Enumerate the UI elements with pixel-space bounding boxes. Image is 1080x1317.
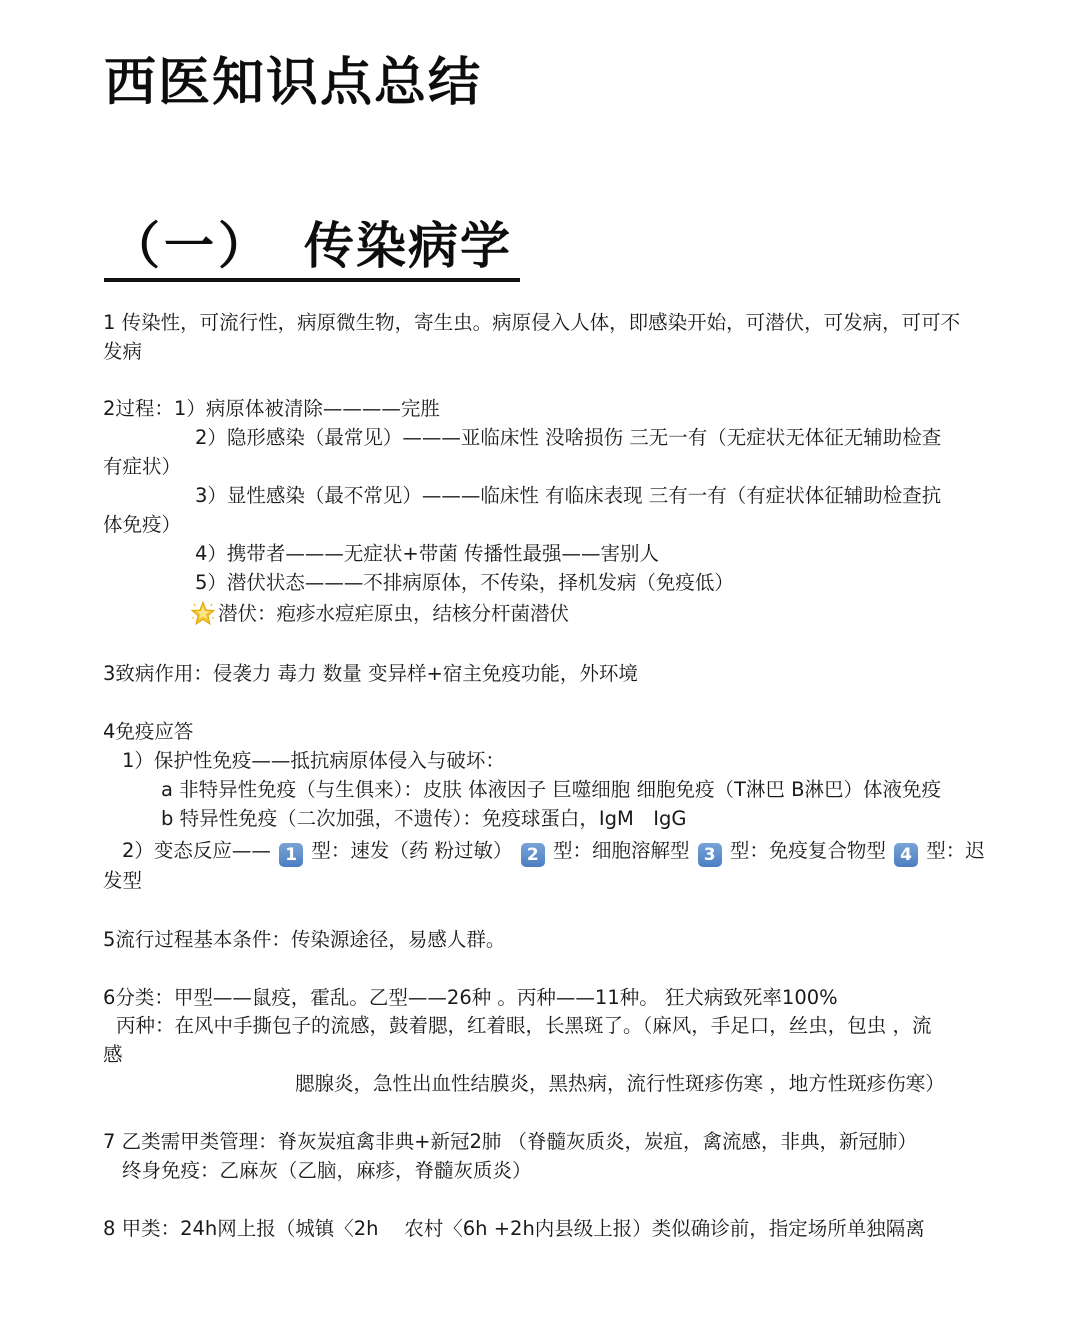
text-fragment: 型：迟 <box>926 839 985 862</box>
star-icon <box>190 600 216 626</box>
text-fragment: 2）变态反应—— <box>122 839 271 862</box>
text-line: 5流行过程基本条件：传染源途径，易感人群。 <box>103 928 506 951</box>
text-line: 腮腺炎，急性出血性结膜炎，黑热病，流行性斑疹伤寒 ，地方性斑疹伤寒） <box>295 1072 945 1095</box>
text-line: 7 乙类需甲类管理：脊灰炭疽禽非典+新冠2肺 （脊髓灰质炎，炭疽，禽流感，非典，新冠肺） <box>103 1130 918 1153</box>
text-line: 丙种：在风中手撕包子的流感，鼓着腮，红着眼，长黑斑了。（麻风，手足口，丝虫，包虫 ，流 <box>116 1014 932 1037</box>
text-line: 5）潜伏状态———不排病原体，不传染，择机发病（免疫低） <box>195 571 734 594</box>
text-line: 6分类：甲型——鼠疫，霍乱。乙型——26种 。丙种——11种。 狂犬病致死率100% <box>103 986 838 1009</box>
text-fragment: 型：速发（药 粉过敏） <box>311 839 513 862</box>
number-three-badge: 3 <box>698 843 722 867</box>
text-line: 4）携带者———无症状+带菌 传播性最强——害别人 <box>195 542 659 565</box>
text-line: 潜伏：疱疹水痘疟原虫，结核分杆菌潜伏 <box>218 602 570 625</box>
text-fragment: 型：免疫复合物型 <box>729 839 886 862</box>
text-line: 1）保护性免疫——抵抗病原体侵入与破坏： <box>122 749 505 772</box>
text-line: 感 <box>103 1043 123 1066</box>
text-line: 体免疫） <box>103 513 182 536</box>
text-line: 有症状） <box>103 455 182 478</box>
text-line: 8 甲类：24h网上报（城镇〈2h 农村〈6h +2h内县级上报）类似确诊前，指定场所单独隔离 <box>103 1217 925 1240</box>
text-line-hypersensitivity <box>122 836 985 867</box>
text-line: 4免疫应答 <box>103 720 194 743</box>
text-line: a 非特异性免疫（与生俱来）：皮肤 体液因子 巨噬细胞 细胞免疫（T淋巴 B淋巴）体液免疫 <box>161 778 941 801</box>
section-heading <box>104 200 520 282</box>
text-line: 3）显性感染（最不常见）———临床性 有临床表现 三有一有（有症状体征辅助检查抗 <box>195 484 942 507</box>
text-line: 发型 <box>103 869 143 892</box>
text-line: 3致病作用：侵袭力 毒力 数量 变异样+宿主免疫功能，外环境 <box>103 662 638 685</box>
number-two-badge: 2 <box>521 843 545 867</box>
text-line: 2过程：1）病原体被清除————完胜 <box>103 397 440 420</box>
text-fragment: 型：细胞溶解型 <box>552 839 690 862</box>
text-line: 终身免疫：乙麻灰（乙脑，麻疹，脊髓灰质炎） <box>122 1159 532 1182</box>
number-one-badge: 1 <box>279 843 303 867</box>
text-line: 1 传染性，可流行性，病原微生物，寄生虫。病原侵入人体，即感染开始，可潜伏，可发病，可可不 <box>103 311 961 334</box>
text-line: b 特异性免疫（二次加强，不遗传）：免疫球蛋白，IgM IgG <box>161 807 687 830</box>
section-number: （一） <box>110 217 272 275</box>
number-four-badge: 4 <box>894 843 918 867</box>
section-name: 传染病学 <box>304 217 512 275</box>
page-title: 西医知识点总结 <box>104 53 483 113</box>
text-line: 发病 <box>103 340 143 363</box>
text-line: 2）隐形感染（最常见）———亚临床性 没啥损伤 三无一有（无症状无体征无辅助检查 <box>195 426 942 449</box>
